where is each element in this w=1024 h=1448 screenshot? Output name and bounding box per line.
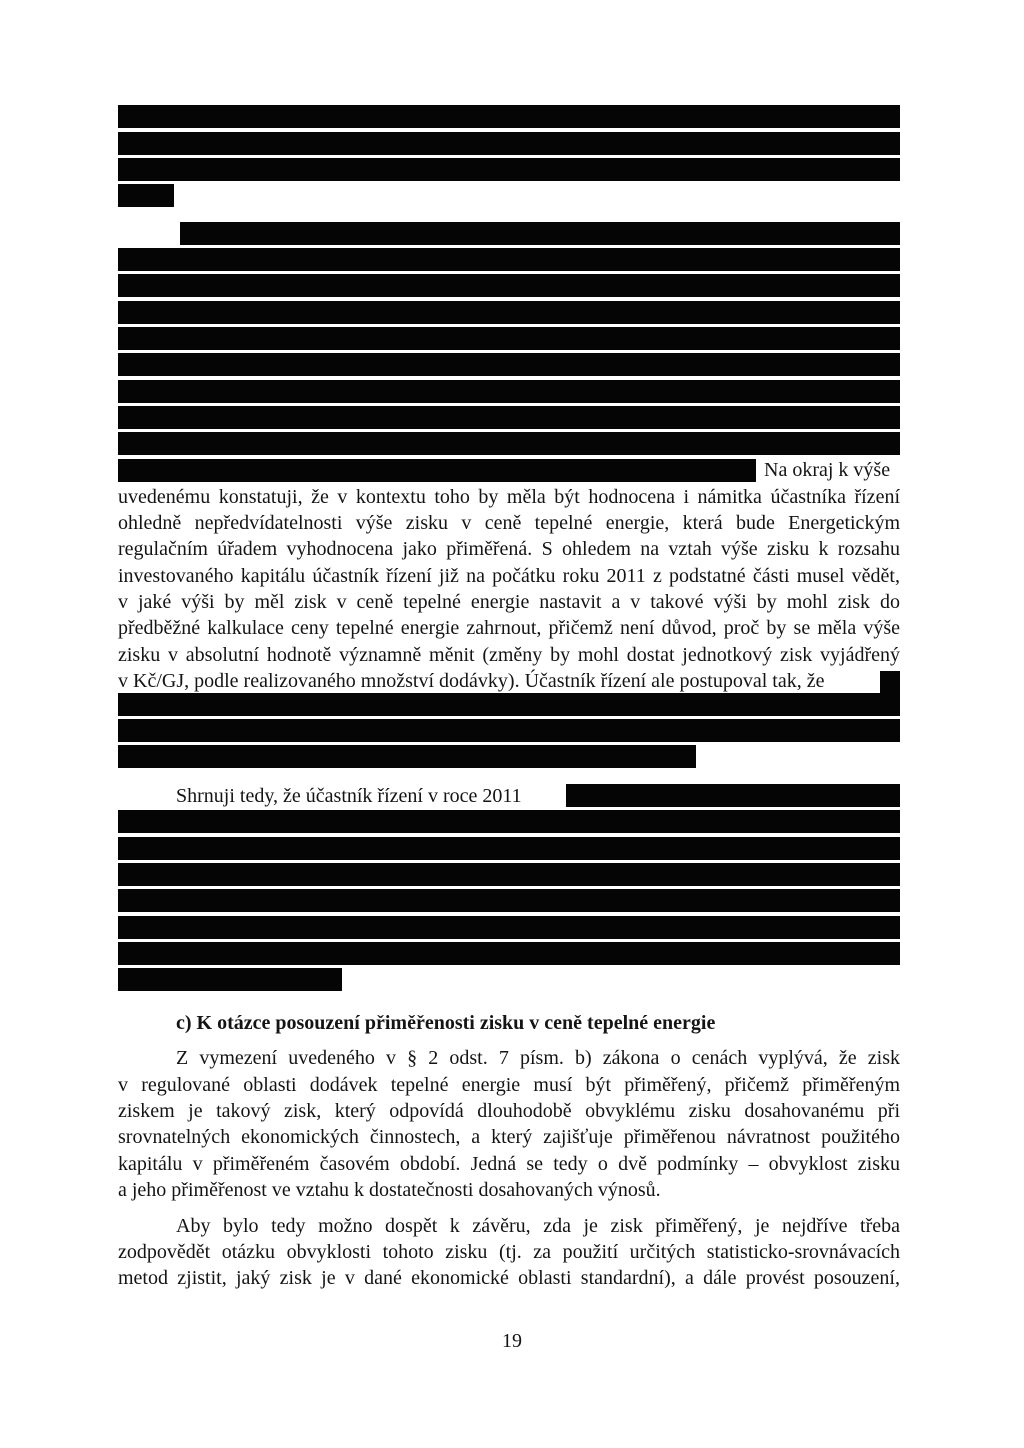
paragraph-line: uvedenému konstatuji, že v kontextu toho by měla být hodnocena i námitka účastníka řízení (118, 486, 900, 508)
redaction-bar (118, 916, 900, 939)
redaction-bar (118, 745, 696, 768)
paragraph-line: Z vymezení uvedeného v § 2 odst. 7 písm. b) zákona o cenách vyplývá, že zisk (176, 1047, 900, 1069)
paragraph-line: investovaného kapitálu účastník řízení již na počátku roku 2011 z podstatné části musel vědět, (118, 565, 900, 587)
paragraph-line: předběžné kalkulace ceny tepelné energie zahrnout, přičemž není důvod, proč by se měla výše (118, 617, 900, 639)
redaction-bar (118, 274, 900, 297)
redaction-bar (118, 380, 900, 403)
paragraph-line: ziskem je takový zisk, který odpovídá dlouhodobě obvyklému zisku dosahovanému při (118, 1100, 900, 1122)
paragraph-line: regulačním úřadem vyhodnocena jako přiměřená. S ohledem na vztah výše zisku k rozsahu (118, 538, 900, 560)
redaction-bar (118, 327, 900, 350)
redaction-bar (180, 222, 900, 245)
redaction-bar (118, 889, 900, 912)
paragraph-line: srovnatelných ekonomických činnostech, a který zajišťuje přiměřenou návratnost použitého (118, 1126, 900, 1148)
redaction-bar (118, 693, 900, 716)
redaction-bar (118, 459, 756, 482)
redaction-bar (118, 863, 900, 886)
paragraph-line: kapitálu v přiměřeném časovém období. Jedná se tedy o dvě podmínky – obvyklost zisku (118, 1153, 900, 1175)
paragraph-line: v jaké výši by měl zisk v ceně tepelné energie nastavit a v takové výši by mohl zisk do (118, 591, 900, 613)
redaction-bar (118, 248, 900, 271)
redaction-bar (118, 301, 900, 324)
paragraph-line: v Kč/GJ, podle realizovaného množství dodávky). Účastník řízení ale postupoval tak, že (118, 670, 825, 692)
redaction-bar (566, 784, 900, 807)
paragraph-line: a jeho přiměřenost ve vztahu k dostatečnosti dosahovaných výnosů. (118, 1179, 661, 1201)
section-heading: c) K otázce posouzení přiměřenosti zisku v ceně tepelné energie (176, 1012, 716, 1034)
summary-start: Shrnuji tedy, že účastník řízení v roce 2011 (176, 785, 522, 807)
paragraph-line: Aby bylo tedy možno dospět k závěru, zda je zisk přiměřený, je nejdříve třeba (176, 1215, 900, 1237)
paragraph-line: ohledně nepředvídatelnosti výše zisku v ceně tepelné energie, která bude Energetickým (118, 512, 900, 534)
redaction-bar (118, 406, 900, 429)
redaction-bar (118, 132, 900, 155)
redaction-bar (118, 432, 900, 455)
redaction-bar (118, 719, 900, 742)
paragraph-line: zisku v absolutní hodnotě významně měnit (změny by mohl dostat jednotkový zisk vyjádřený (118, 644, 900, 666)
redaction-bar (118, 158, 900, 181)
redaction-bar (118, 184, 174, 207)
redaction-bar (118, 810, 900, 833)
paragraph-line: v regulované oblasti dodávek tepelné energie musí být přiměřený, přičemž přiměřeným (118, 1074, 900, 1096)
redaction-bar (880, 671, 900, 694)
paragraph-line: zodpovědět otázku obvyklosti tohoto zisku (tj. za použití určitých statisticko-srovnávacích (118, 1241, 900, 1263)
redaction-bar (118, 353, 900, 376)
paragraph-line: metod zjistit, jaký zisk je v dané ekonomické oblasti standardní), a dále provést posouzení, (118, 1267, 900, 1289)
redaction-bar (118, 837, 900, 860)
redaction-bar (118, 942, 900, 965)
paragraph-intro-tail: Na okraj k výše (764, 459, 891, 481)
page-number: 19 (502, 1330, 522, 1352)
redaction-bar (118, 968, 342, 991)
redaction-bar (118, 105, 900, 128)
